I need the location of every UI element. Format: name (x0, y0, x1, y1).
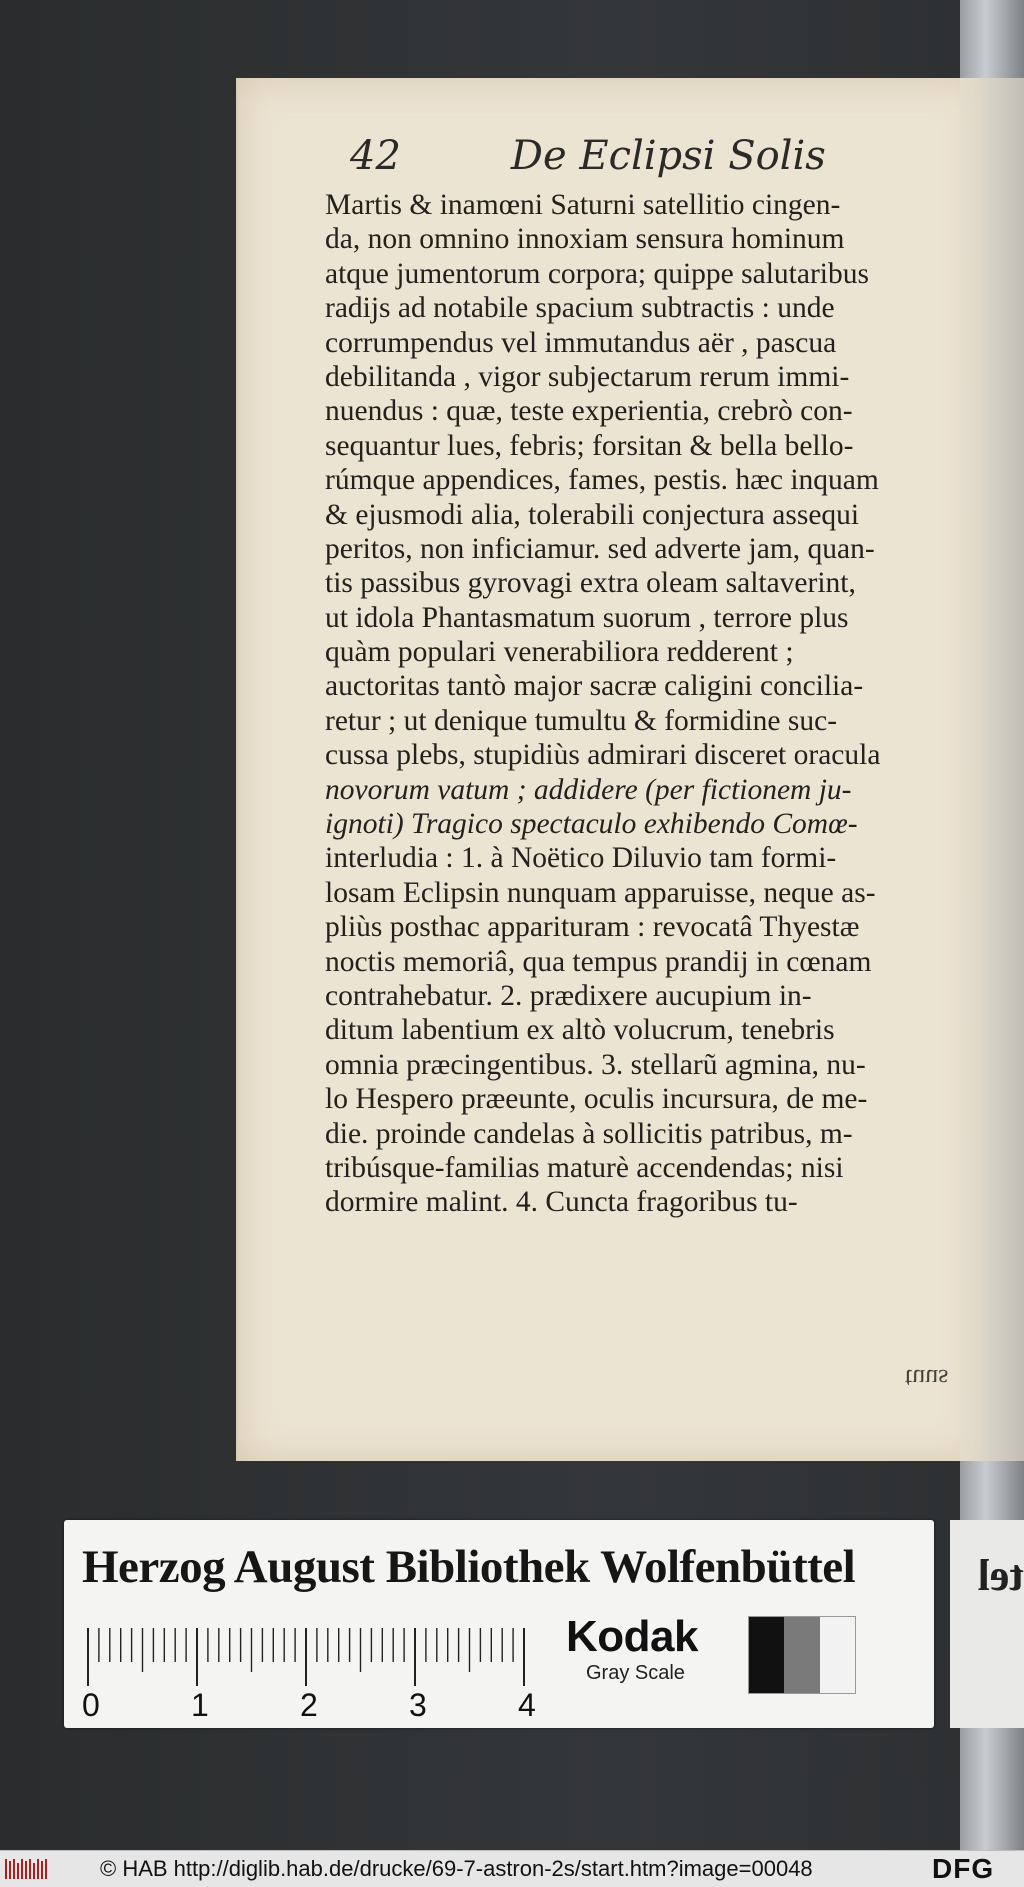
ruler-number: 1 (191, 1687, 209, 1720)
hab-logo-icon (4, 1857, 50, 1881)
text-line: retur ; ut denique tumultu & formidine suc- (325, 704, 838, 737)
gray-swatch (784, 1617, 819, 1693)
text-line: pliùs posthac apparituram : revocatâ Thyestæ (325, 911, 860, 944)
text-line: debilitanda , vigor subjectarum rerum immi- (325, 360, 850, 393)
library-name: Herzog August Bibliothek Wolfenbüttel (82, 1541, 856, 1593)
text-line: & ejusmodi alia, tolerabili conjectura assequi (325, 498, 860, 531)
gray-swatch (820, 1617, 855, 1693)
text-line: ignoti) Tragico spectaculo exhibendo Comœ- (325, 808, 858, 841)
footer-copyright-link[interactable]: © HAB http://diglib.hab.de/drucke/69-7-astron-2s/start.htm?image=00048 (100, 1856, 813, 1881)
text-line: losam Eclipsin nunquam apparuisse, neque as- (325, 876, 876, 909)
text-line: da, non omnino innoxiam sensura hominum (325, 223, 845, 256)
ruler-number: 0 (82, 1687, 100, 1720)
text-line: contrahebatur. 2. prædixere aucupium in- (325, 979, 812, 1012)
measurement-ruler (80, 1620, 540, 1720)
mirrored-target-text: tel (977, 1551, 1024, 1600)
dfg-logo: DFG (932, 1853, 995, 1884)
text-line: sequantur lues, febris; forsitan & bella bello- (325, 429, 854, 462)
text-line: auctoritas tantò major sacræ caligini concilia- (325, 670, 864, 703)
gray-swatch (749, 1617, 784, 1693)
text-line: die. proinde candelas à sollicitis patribus, m- (325, 1117, 853, 1150)
gray-scale-swatches (748, 1616, 856, 1694)
ruler-number: 3 (409, 1687, 427, 1720)
ruler-number: 2 (300, 1687, 318, 1720)
text-line: Martis & inamœni Saturni satellitio cingen- (325, 189, 841, 221)
text-line: tis passibus gyrovagi extra oleam saltaverint, (325, 567, 856, 600)
text-line: lo Hespero præeunte, oculis incursura, de me- (325, 1083, 868, 1116)
text-line: omnia præcingentibus. 3. stellarũ agmina, nu- (325, 1048, 866, 1081)
text-line: dormire malint. 4. Cuncta fragoribus tu- (325, 1186, 798, 1219)
text-line: nuendus : quæ, teste experientia, crebrò con- (325, 395, 853, 428)
text-line: novorum vatum ; addidere (per fictionem ju- (325, 773, 852, 806)
catchword: tuus (905, 1364, 949, 1393)
text-line: tribúsque-familias maturè accendendas; nisi (325, 1151, 844, 1184)
text-line: cussa plebs, stupidiùs admirari disceret oracula (325, 739, 881, 772)
kodak-logo: Kodak (566, 1612, 698, 1661)
text-line: ditum labentium ex altò volucrum, tenebris (325, 1014, 835, 1047)
text-line: noctis memoriâ, qua tempus prandij in cœnam (325, 945, 872, 978)
page-text (325, 188, 1024, 1220)
mirrored-target-fragment (950, 1520, 1024, 1728)
text-line: interludia : 1. à Noëtico Diluvio tam formi- (325, 842, 837, 875)
running-head-title: De Eclipsi Solis (510, 133, 826, 179)
text-line: atque jumentorum corpora; quippe salutaribus (325, 257, 869, 290)
page-number: 42 (350, 133, 401, 179)
text-line: radijs ad notabile spacium subtractis : unde (325, 292, 835, 325)
text-line: quàm populari venerabiliora redderent ; (325, 636, 794, 669)
text-line: peritos, non inficiamur. sed adverte jam, quan- (325, 532, 875, 565)
gray-scale-label: Gray Scale (586, 1662, 685, 1684)
footer-bar (0, 1850, 1024, 1887)
text-line: rúmque appendices, fames, pestis. hæc inquam (325, 464, 879, 497)
text-line: ut idola Phantasmatum suorum , terrore plus (325, 601, 849, 634)
text-line: corrumpendus vel immutandus aër , pascua (325, 326, 837, 359)
running-head (350, 133, 990, 185)
ruler-number: 4 (518, 1687, 536, 1720)
